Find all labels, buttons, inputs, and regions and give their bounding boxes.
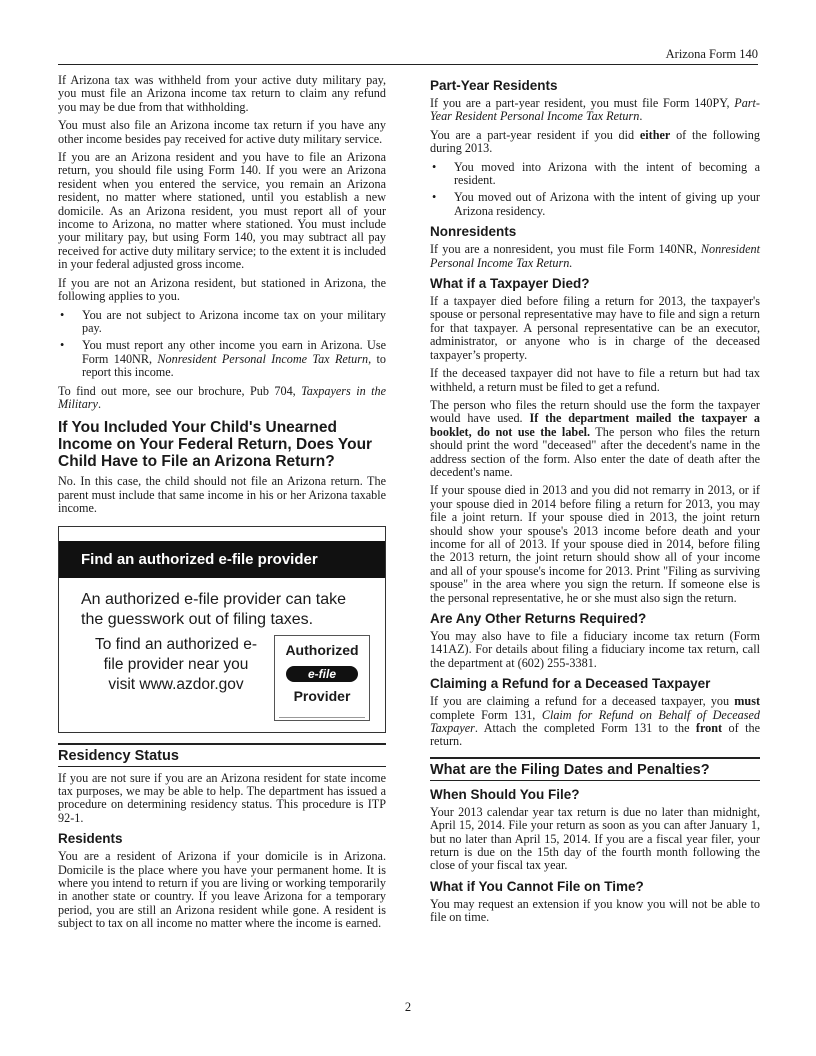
heading-when-file: When Should You File? bbox=[430, 786, 580, 802]
paragraph: If Arizona tax was withheld from your active duty military pay, you must file an Arizona income tax return to claim any refund you may be due from that withholding. bbox=[58, 73, 386, 114]
left-column bbox=[58, 74, 386, 936]
list-item: • You are not subject to Arizona income tax on your military pay. bbox=[58, 309, 386, 336]
paragraph: If you are a part-year resident, you must file Form 140PY, Part-Year Resident Personal Income Tax Return. bbox=[430, 96, 760, 124]
list-item: • You must report any other income you earn in Arizona. Use Form 140NR, Nonresident Personal Income Tax Return, to report this income. bbox=[58, 339, 386, 379]
paragraph: Your 2013 calendar year tax return is due no later than midnight, April 15, 2014. File your return as soon as you can after January 1, but no later than April 15, 2014. If you are a fiscal year filer, your return is due on the 15th day of the fourth month following the close of your fiscal tax year. bbox=[430, 804, 760, 873]
bullet-list bbox=[58, 309, 386, 380]
page-number: 2 bbox=[404, 1000, 412, 1014]
paragraph: If a taxpayer died before filing a return for 2013, the taxpayer's spouse or personal representative may have to file and sign a return for that taxpayer. A personal representative can be an executor, administrator, or anyone who is in charge of the deceased taxpayer’s property. bbox=[430, 294, 760, 362]
paragraph: If you are not an Arizona resident, but stationed in Arizona, the following applies to you. bbox=[58, 275, 386, 304]
paragraph: If the deceased taxpayer did not have to file a return but had tax withheld, a return must be filed to get a refund. bbox=[430, 366, 760, 394]
paragraph: You may also have to file a fiduciary income tax return (Form 141AZ). For details about filing a fiduciary income tax return, call the department at (602) 255-3381. bbox=[430, 629, 760, 670]
paragraph: You are a part-year resident if you did either of the following during 2013. bbox=[430, 127, 760, 156]
heading-nonresidents: Nonresidents bbox=[430, 224, 517, 240]
paragraph: If you are claiming a refund for a deceased taxpayer, you must complete Form 131, Claim for Refund on Behalf of Deceased Taxpayer. Attach the completed Form 131 to the front of the return. bbox=[430, 694, 760, 749]
heading-cannot-file: What if You Cannot File on Time? bbox=[430, 878, 644, 894]
paragraph: If you are not sure if you are an Arizona resident for state income tax purposes, we may be able to help. The department has issued a procedure on determining residency status. This procedure is ITP 92-1. bbox=[58, 770, 386, 825]
heading-other-returns: Are Any Other Returns Required? bbox=[430, 611, 647, 626]
paragraph: To find out more, see our brochure, Pub 704, Taxpayers in the Military. bbox=[58, 383, 386, 411]
ad-find-text: To find an authorized e-file provider near you visit www.azdor.gov bbox=[95, 635, 257, 693]
section-filing-dates: What are the Filing Dates and Penalties? bbox=[430, 757, 760, 781]
right-column bbox=[430, 74, 760, 930]
list-item: • You moved into Arizona with the intent of becoming a resident. bbox=[430, 161, 760, 188]
paragraph: You may request an extension if you know you will not be able to file on time. bbox=[430, 896, 760, 925]
paragraph: You must also file an Arizona income tax return if you have any other income besides pay received for active duty military service. bbox=[58, 118, 386, 146]
paragraph: The person who files the return should use the form the taxpayer would have used. If the department mailed the taxpayer a booklet, do not use the label. The person who files the return should print the word "deceased" after the decedent's name in the address section of the form. Also enter the date of death after the decedent's name. bbox=[430, 397, 760, 479]
efile-ad-box bbox=[58, 526, 386, 733]
heading-claim-refund: Claiming a Refund for a Deceased Taxpayer bbox=[430, 676, 711, 692]
paragraph: If you are an Arizona resident and you have to file an Arizona return, you should file using Form 140. If you were an Arizona resident when you entered the service, you remain an Arizona resident, no matter where stationed, until you establish a new domicile. As an Arizona resident, you must report all of your income to Arizona, no matter where stationed. You must include your military pay, but using Form 140, you may subtract all pay received for active duty military service; to the extent it is included in your federal adjusted gross income. bbox=[58, 150, 386, 272]
heading-residents: Residents bbox=[58, 831, 123, 847]
efile-provider-logo: Authorized e-file Provider bbox=[274, 635, 370, 721]
section-residency-status: Residency Status bbox=[58, 743, 386, 767]
list-item: • You moved out of Arizona with the intent of giving up your Arizona residency. bbox=[430, 191, 760, 218]
paragraph: If you are a nonresident, you must file Form 140NR, Nonresident Personal Income Tax Return. bbox=[430, 242, 760, 270]
heading-child-income: If You Included Your Child's Unearned Income on Your Federal Return, Does Your Child Have to File an Arizona Return? bbox=[58, 419, 373, 471]
header-rule bbox=[58, 64, 758, 65]
bullet-list bbox=[430, 161, 760, 219]
heading-part-year: Part-Year Residents bbox=[430, 78, 558, 93]
ad-tagline: An authorized e-file provider can take the guesswork out of filing taxes. bbox=[81, 590, 347, 628]
ad-title: Find an authorized e-file provider bbox=[59, 541, 385, 578]
paragraph: You are a resident of Arizona if your domicile is in Arizona. Domicile is the place where you have your permanent home. It is where you intend to return if you are living or working temporarily in another state or country. If you leave Arizona for a temporary period, you are still an Arizona resident while gone. A resident is subject to tax on all income no matter where the income is earned. bbox=[58, 849, 386, 931]
paragraph: No. In this case, the child should not file an Arizona return. The parent must include that same income in his or her Arizona taxable income. bbox=[58, 474, 386, 516]
paragraph: If your spouse died in 2013 and you did not remarry in 2013, or if your spouse died in 2014 before filing a return for 2013, you may file a joint return. If your spouse died in 2013, the joint return should show your spouse's 2013 income before death and your income for all of 2013. If your spouse died in 2014, before filing the 2013 return, the joint return should show all of your income and all of your spouse's income for 2013. Print "Filing as surviving spouse" in the area where you sign the return. If someone else is the personal representative, he or she must also sign the return. bbox=[430, 483, 760, 605]
form-name: Arizona Form 140 bbox=[665, 47, 758, 61]
heading-taxpayer-died: What if a Taxpayer Died? bbox=[430, 276, 590, 292]
